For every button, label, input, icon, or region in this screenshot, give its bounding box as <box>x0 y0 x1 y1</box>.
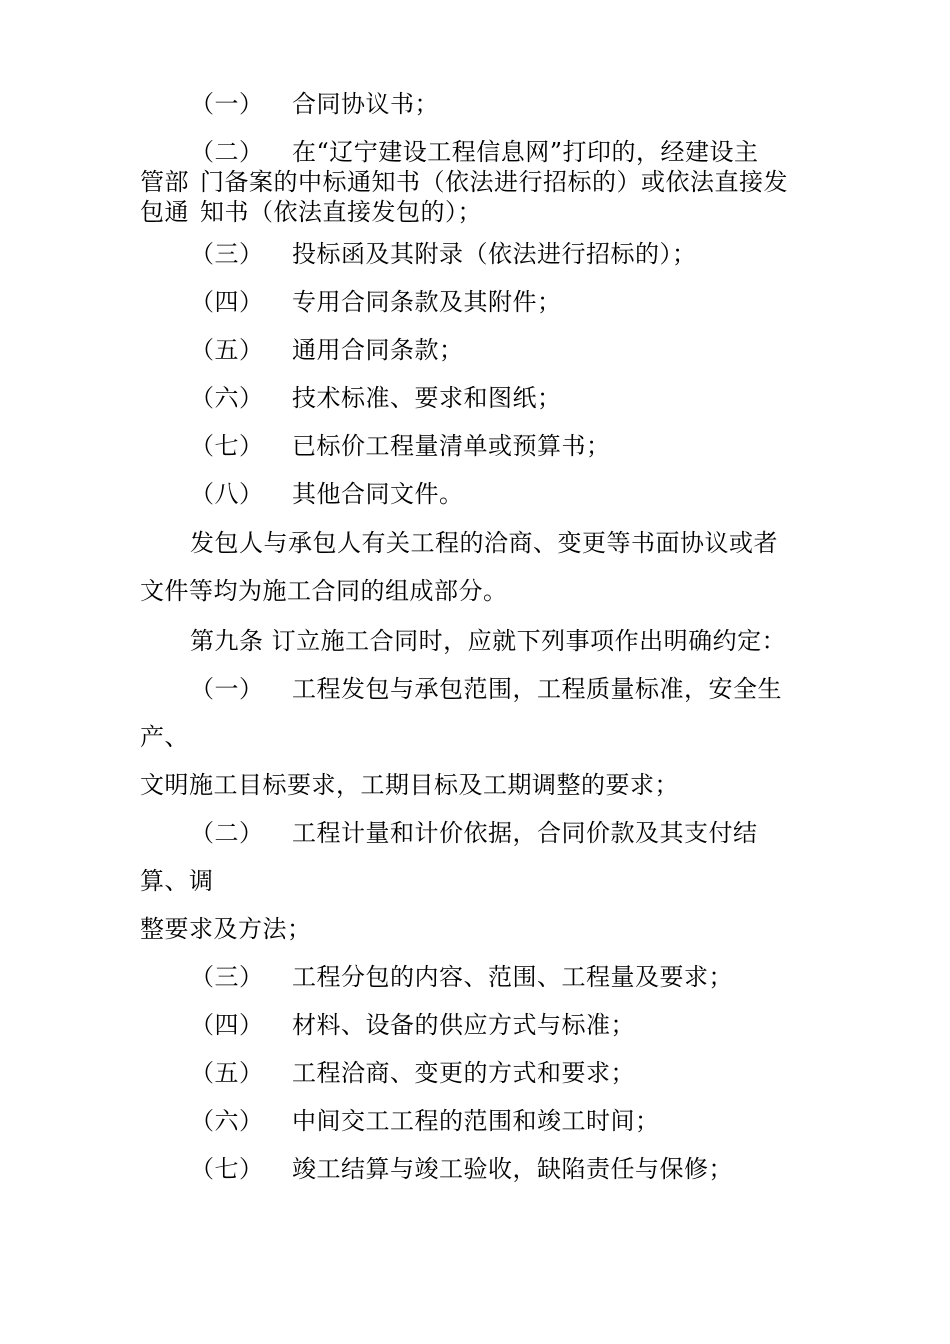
list-item-text: 工程洽商、变更的方式和要求； <box>292 1059 635 1087</box>
list-item-text: 知书（依法直接发包的）； <box>200 198 482 226</box>
paragraph-line: 发包人与承包人有关工程的洽商、变更等书面协议或者 <box>190 529 778 557</box>
list-item-text-wrap: 文明施工目标要求，工期目标及工期调整的要求； <box>140 771 679 799</box>
list-item-text-wrap: 整要求及方法； <box>140 915 312 943</box>
list-item-number: （六） <box>190 1107 264 1135</box>
list-item-text: 其他合同文件。 <box>292 480 464 508</box>
list-item-text: 中间交工工程的范围和竣工时间； <box>292 1107 660 1135</box>
list-item-number: （七） <box>190 1155 264 1183</box>
list-item-number: （七） <box>190 432 264 460</box>
article-heading: 第九条 订立施工合同时，应就下列事项作出明确约定： <box>190 627 787 655</box>
list-item-text: 在“辽宁建设工程信息网”打印的，经建设主 <box>292 138 759 166</box>
paragraph-line: 文件等均为施工合同的组成部分。 <box>140 577 508 605</box>
list-item-text-wrap: 产、 <box>140 723 189 751</box>
list-item-number: （五） <box>190 336 264 364</box>
list-item-number: （三） <box>190 240 264 268</box>
list-item-text: 已标价工程量清单或预算书； <box>292 432 611 460</box>
list-item-text: 竣工结算与竣工验收，缺陷责任与保修； <box>292 1155 733 1183</box>
list-item-text: 投标函及其附录（依法进行招标的）； <box>292 240 697 268</box>
list-item-number: （五） <box>190 1059 264 1087</box>
list-item-text: 工程发包与承包范围，工程质量标准，安全生 <box>292 675 782 703</box>
list-item-number: （四） <box>190 1011 264 1039</box>
list-item-number: （一） <box>190 90 264 118</box>
list-item-number: （二） <box>190 138 264 166</box>
list-item-text: 合同协议书； <box>292 90 439 118</box>
list-item-number: （二） <box>190 819 264 847</box>
margin-fragment: 包通 <box>140 198 189 226</box>
list-item-text: 技术标准、要求和图纸； <box>292 384 562 412</box>
list-item-number: （八） <box>190 480 264 508</box>
list-item-number: （六） <box>190 384 264 412</box>
list-item-text: 专用合同条款及其附件； <box>292 288 562 316</box>
list-item-number: （一） <box>190 675 264 703</box>
list-item-number: （三） <box>190 963 264 991</box>
list-item-text: 工程分包的内容、范围、工程量及要求； <box>292 963 733 991</box>
list-item-text: 材料、设备的供应方式与标准； <box>292 1011 635 1039</box>
margin-fragment: 管部 <box>140 168 189 196</box>
list-item-text: 通用合同条款； <box>292 336 464 364</box>
list-item-number: （四） <box>190 288 264 316</box>
list-item-text: 工程计量和计价依据，合同价款及其支付结 <box>292 819 758 847</box>
list-item-text: 门备案的中标通知书（依法进行招标的）或依法直接发 <box>200 168 788 196</box>
list-item-text-wrap: 算、调 <box>140 867 214 895</box>
